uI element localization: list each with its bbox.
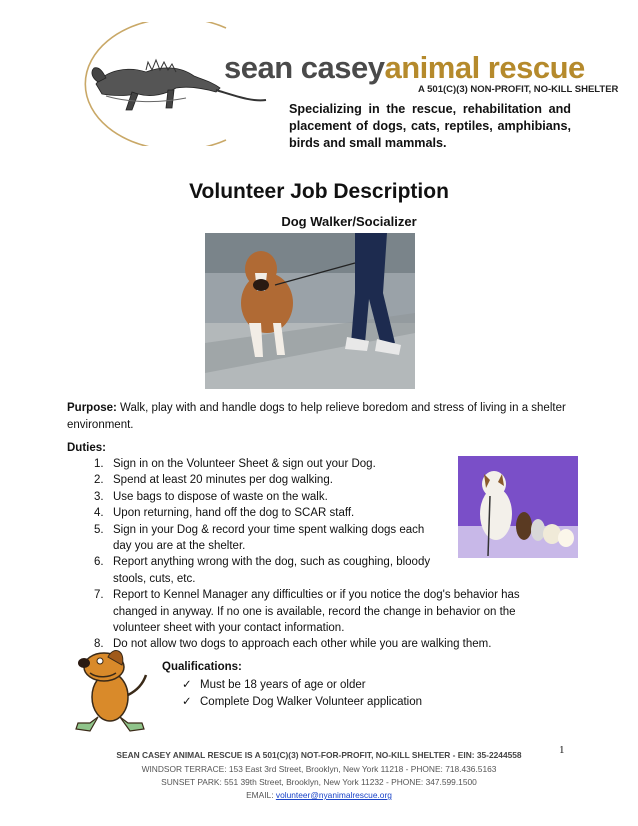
list-item-number: 2.: [94, 474, 104, 487]
document-subtitle: Dog Walker/Socializer: [281, 214, 417, 229]
footer-line-1: SEAN CASEY ANIMAL RESCUE IS A 501(C)(3) NOT-FOR-PROFIT, NO-KILL SHELTER - EIN: 35-2244558: [116, 750, 522, 760]
list-item-text: Upon returning, hand off the dog to SCAR staff.: [113, 507, 355, 520]
list-item-text: Complete Dog Walker Volunteer application: [200, 695, 423, 708]
email-link[interactable]: volunteer@nyanimalrescue.org: [275, 790, 392, 800]
purpose-paragraph: [67, 400, 567, 434]
qualifications-list: [180, 677, 422, 710]
list-item-text: Sign in your Dog & record your time spent walking dogs each day you are at the shelter.: [113, 523, 425, 553]
qualifications-heading: Qualifications:: [162, 661, 242, 673]
list-item-text: Spend at least 20 minutes per dog walking.: [113, 474, 333, 487]
dog-walking-photo: [205, 233, 415, 389]
list-item-text: Report to Kennel Manager any difficulties or if you notice the dog's behavior has changed in anyway. If no one is available, record the change in behavior on the volunteer sheet with your contact information.: [113, 589, 520, 635]
org-name-part2: animal rescue: [384, 50, 585, 85]
document-title: Volunteer Job Description: [189, 180, 449, 203]
list-item-number: 1.: [94, 458, 104, 470]
list-item-text: Report anything wrong with the dog, such as coughing, bloody stools, cuts, etc.: [113, 556, 431, 585]
dogs-group-photo: [458, 456, 578, 558]
checkmark-icon: ✓: [182, 695, 192, 708]
email-label: EMAIL:: [246, 790, 276, 800]
list-item-text: Sign in on the Volunteer Sheet & sign out your Dog.: [113, 458, 376, 470]
list-item-number: 8.: [94, 638, 104, 651]
list-item: [67, 587, 537, 636]
list-item-number: 4.: [94, 507, 104, 520]
list-item-number: 7.: [94, 589, 104, 602]
list-item: [180, 694, 422, 711]
purpose-text: Walk, play with and handle dogs to help relieve boredom and stress of living in a shelter environment.: [67, 402, 566, 431]
list-item-number: 5.: [94, 523, 104, 536]
purpose-label: Purpose:: [67, 402, 117, 414]
checkmark-icon: ✓: [182, 679, 192, 691]
cartoon-dog-illustration: [70, 645, 152, 735]
org-description: Specializing in the rescue, rehabilitation and placement of dogs, cats, reptiles, amphibians, birds and small mammals.: [289, 102, 571, 150]
list-item-text: Must be 18 years of age or older: [200, 679, 366, 691]
footer-email-line: [0, 791, 638, 799]
page-number: 1: [559, 744, 565, 756]
list-item: [180, 677, 422, 694]
list-item-text: Use bags to dispose of waste on the walk.: [113, 490, 328, 503]
org-name-part1: sean casey: [224, 50, 385, 85]
list-item: [67, 554, 537, 587]
org-name: [224, 52, 585, 83]
footer-line-3: SUNSET PARK: 551 39th Street, Brooklyn, New York 11232 - PHONE: 347.599.1500: [161, 777, 477, 787]
duties-heading: Duties:: [67, 442, 106, 454]
list-item-text: Do not allow two dogs to approach each other while you are walking them.: [113, 638, 492, 651]
list-item-number: 6.: [94, 556, 104, 569]
org-tagline: A 501(C)(3) NON-PROFIT, NO-KILL SHELTER: [418, 84, 619, 95]
footer-line-2: WINDSOR TERRACE: 153 East 3rd Street, Brooklyn, New York 11218 - PHONE: 718.436.5163: [141, 764, 497, 774]
list-item-number: 3.: [94, 490, 104, 503]
